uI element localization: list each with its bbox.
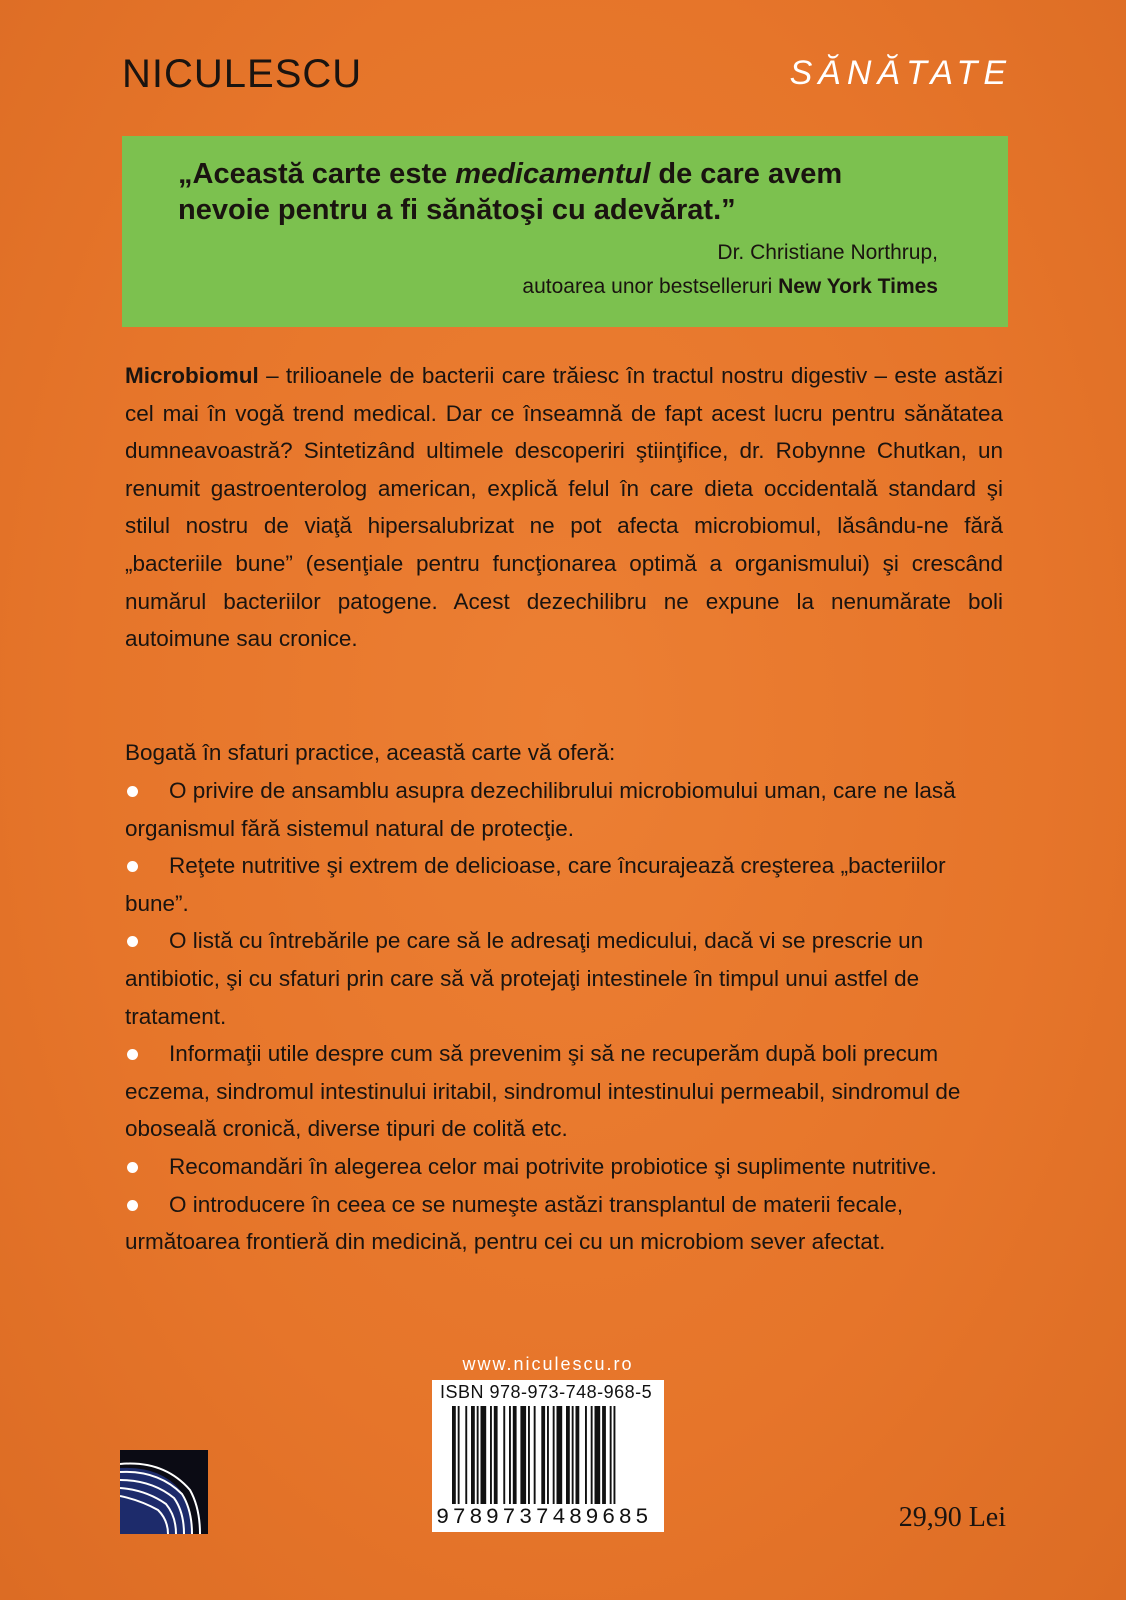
quote-credit-text: autoarea unor bestselleruri xyxy=(522,275,779,298)
quote-box xyxy=(122,136,1008,327)
barcode-bar xyxy=(576,1406,580,1504)
barcode-bar xyxy=(509,1406,511,1504)
barcode-bar xyxy=(572,1406,574,1504)
list-item-text: Recomandări în alegerea celor mai potrivite probiotice şi suplimente nutritive. xyxy=(169,1153,937,1179)
barcode-bar xyxy=(610,1406,612,1504)
niculescu-logo-icon xyxy=(120,1450,208,1534)
bullet-icon xyxy=(127,1162,138,1173)
barcode-bar xyxy=(557,1406,563,1504)
barcode-bar xyxy=(595,1406,601,1504)
barcode-bar xyxy=(585,1406,587,1504)
price-label: 29,90 Lei xyxy=(898,1502,1006,1533)
list-item xyxy=(125,922,1003,1035)
benefits-lead: Bogată în sfaturi practice, această carte vă oferă: xyxy=(125,740,616,765)
barcode-bar xyxy=(452,1406,456,1504)
intro-paragraph xyxy=(125,357,1003,658)
bullet-icon xyxy=(127,861,138,872)
list-item xyxy=(125,772,1003,847)
quote-author: Dr. Christiane Northrup, xyxy=(717,241,938,264)
intro-keyword: Microbiomul xyxy=(125,363,259,388)
publisher-name: NICULESCU xyxy=(122,52,363,96)
intro-text: – trilioanele de bacterii care trăiesc în tractul nostru digestiv – este astăzi cel mai în vogă trend medical. Dar ce înseamnă de fapt acest lucru pentru sănătatea dumneavoastră? Sintetizând ultimele descoperiri ştiinţifice, dr. Robynne Chutkan, un renumit gastroenterolog american, explică felul în care dieta occidentală standard şi stilul nostru de viaţă hipersalubrizat ne pot afecta microbiomul, lăsându-ne fără „bacteriile bune” (esenţiale pentru funcţionarea optimă a organismului) şi crescând numărul bacteriilor patogene. Acest dezechilibru ne expune la nenumărate boli autoimune sau cronice. xyxy=(125,363,1003,652)
barcode-bars xyxy=(452,1406,648,1504)
list-item-text: O listă cu întrebările pe care să le adresaţi medicului, dacă vi se prescrie un antibiotic, şi cu sfaturi prin care să vă protejaţi intestinele în timpul unui astfel de tratament. xyxy=(125,928,924,1029)
barcode-bar xyxy=(458,1406,460,1504)
bullet-icon xyxy=(127,786,138,797)
list-item xyxy=(125,1035,1003,1148)
quote-part: „Această carte este xyxy=(178,158,456,190)
benefits-list xyxy=(125,772,1003,1261)
barcode-bar xyxy=(553,1406,555,1504)
barcode-bar xyxy=(614,1406,616,1504)
barcode-bar xyxy=(513,1406,517,1504)
list-item-text: Reţete nutritive şi extrem de delicioase, care încurajează creşterea „bacteriilor bune”. xyxy=(125,853,946,916)
barcode-bar xyxy=(471,1406,475,1504)
quote-attribution xyxy=(178,236,938,304)
list-item-text: Informaţii utile despre cum să prevenim şi să ne recuperăm după boli precum eczema, sindromul intestinului iritabil, sindromul intestinului permeabil, sindromul de oboseală cronică, diverse tipuri de colită etc. xyxy=(125,1041,961,1142)
quote-part: de care avem nevoie pentru a fi sănătoşi cu adevărat.” xyxy=(178,158,843,226)
list-item-text: O privire de ansamblu asupra dezechilibrului microbiomului uman, care ne lasă organismul fără sistemul natural de protecţie. xyxy=(125,778,956,841)
category-label: SĂNĂTATE xyxy=(789,54,1012,92)
barcode-bar xyxy=(477,1406,479,1504)
bullet-icon xyxy=(127,1049,138,1060)
barcode-bar xyxy=(481,1406,487,1504)
website-url: www.niculescu.ro xyxy=(462,1354,634,1374)
barcode-digits: 9789737489685 xyxy=(436,1505,652,1530)
quote-text xyxy=(178,156,938,228)
barcode-bar xyxy=(520,1406,526,1504)
bullet-icon xyxy=(127,1200,138,1211)
barcode-bar xyxy=(490,1406,492,1504)
barcode-bar xyxy=(534,1406,536,1504)
list-item xyxy=(125,847,1003,922)
quote-emphasis: medicamentul xyxy=(455,158,651,190)
barcode-bar xyxy=(547,1406,549,1504)
quote-credit xyxy=(178,270,938,304)
barcode-bar xyxy=(465,1406,467,1504)
barcode-bar xyxy=(602,1406,606,1504)
list-item xyxy=(125,1148,1003,1186)
quote-credit-bold: New York Times xyxy=(778,275,938,298)
barcode-bar xyxy=(541,1406,545,1504)
barcode-bar xyxy=(494,1406,498,1504)
isbn-text: ISBN 978-973-748-968-5 xyxy=(440,1382,653,1402)
list-item xyxy=(125,1186,1003,1261)
barcode xyxy=(432,1380,664,1532)
barcode-bar xyxy=(566,1406,570,1504)
barcode-bar xyxy=(591,1406,593,1504)
barcode-bar xyxy=(503,1406,505,1504)
bullet-icon xyxy=(127,936,138,947)
list-item-text: O introducere în ceea ce se numeşte astăzi transplantul de materii fecale, următoarea frontieră din medicină, pentru cei cu un microbiom sever afectat. xyxy=(125,1191,904,1255)
barcode-bar xyxy=(528,1406,530,1504)
